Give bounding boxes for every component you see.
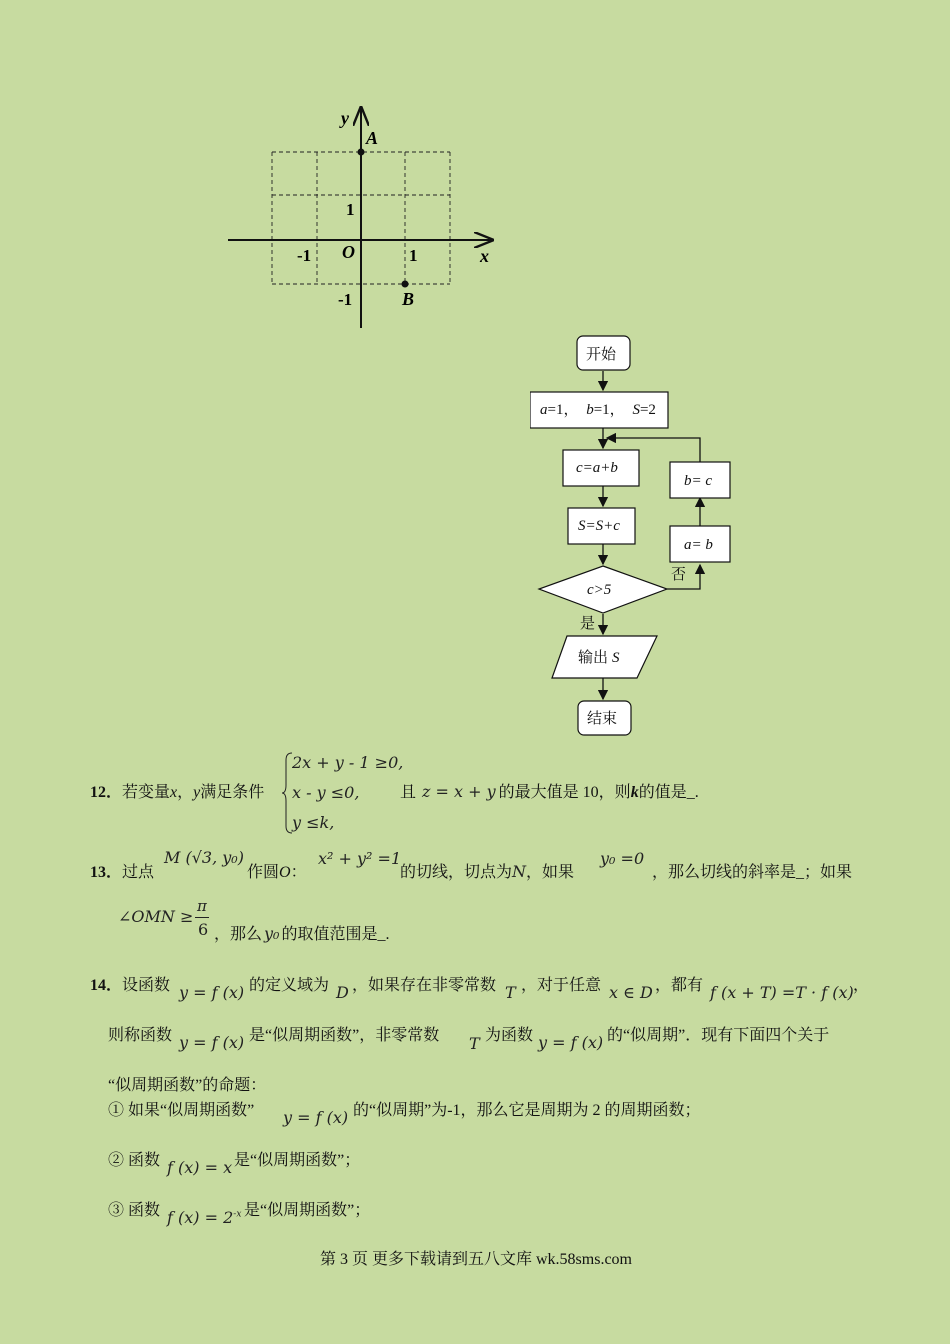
q13-frac-den: 6	[198, 920, 209, 939]
q12-system-line-2: x - y ≤0,	[292, 783, 360, 802]
flowchart	[530, 330, 750, 745]
q13-text-7: 的取值范围是_.	[281, 926, 390, 943]
q13-line-1	[90, 859, 154, 882]
q14-item2-a: ② 函数	[108, 1152, 161, 1169]
q12-text-max: 的最大值是 10，则	[498, 784, 631, 801]
flow-s-label: S=S+c	[578, 518, 620, 534]
q14-fx3: y = f (x)	[538, 1033, 604, 1052]
q14-item3-exponent: -x	[233, 1209, 242, 1220]
flow-assign-b-label: b= c	[684, 473, 713, 489]
q14-const-t2: T	[469, 1034, 480, 1053]
q14-line2-1: 则称函数	[108, 1027, 173, 1044]
origin-label: O	[342, 242, 355, 262]
q14-item2-b: 是“似周期函数”；	[234, 1152, 361, 1169]
q13-circle-o: O	[279, 864, 291, 881]
point-b	[402, 281, 409, 288]
q14-fx2: y = f (x)	[179, 1033, 245, 1052]
q12-line-tail	[400, 779, 699, 802]
flow-c-label: c=a+b	[576, 460, 618, 476]
flow-yes-label: 是	[580, 616, 596, 632]
q14-fx1: y = f (x)	[179, 983, 245, 1002]
q14-item1-fx: y = f (x)	[283, 1108, 349, 1127]
q12-system-line-3: y ≤k,	[292, 813, 335, 832]
q14-item2-fx: f (x) = x	[167, 1158, 233, 1177]
q13-text-1: 过点	[122, 864, 155, 881]
flow-assign-a-label: a= b	[684, 537, 713, 553]
q12-line	[90, 779, 264, 802]
q13-angle-expr: ∠OMN ≥	[118, 907, 194, 926]
q12-text-end: 的值是_.	[638, 784, 699, 801]
q14-item3-fx	[167, 1208, 241, 1227]
q12-text-and: 且	[400, 784, 417, 801]
tick-x-pos: 1	[409, 246, 418, 265]
q14-item3-base: f (x) = 2	[167, 1208, 234, 1227]
q12-text-cond: 满足条件	[200, 784, 265, 801]
q14-item3-b: 是“似周期函数”；	[244, 1202, 371, 1219]
q14-item3-a: ③ 函数	[108, 1202, 161, 1219]
q14-text-5: ，都有	[655, 977, 704, 994]
q13-point-n: N	[512, 862, 527, 881]
q12-text-before: 若变量	[122, 784, 171, 801]
q14-domain: D	[336, 983, 349, 1002]
tick-x-neg: -1	[297, 246, 312, 265]
point-a	[358, 149, 365, 156]
q14-item1-a: ① 如果“似周期函数”	[108, 1102, 255, 1119]
q13-y0: y₀	[264, 924, 280, 943]
q14-number: 14．	[90, 977, 123, 994]
point-a-label: A	[366, 128, 379, 148]
q14-line-3: “似周期函数”的命题：	[108, 1077, 267, 1094]
flow-no-label: 否	[671, 567, 687, 583]
q14-const-t: T	[505, 983, 516, 1002]
q14-line2-2: 是“似周期函数”，非零常数	[249, 1027, 440, 1044]
flow-start-label: 开始	[586, 347, 617, 363]
q12-system-line-1: 2x + y - 1 ≥0,	[292, 753, 404, 772]
q13-cond-y0: y₀ =0	[600, 849, 645, 868]
q14-line2-3: 为函数	[485, 1027, 534, 1044]
q13-colon: ：	[290, 864, 307, 881]
flow-end-label: 结束	[587, 711, 618, 727]
q14-text-3: ，如果存在非零常数	[352, 977, 497, 994]
q12-number: 12．	[90, 784, 123, 801]
q13-number: 13．	[90, 864, 123, 881]
q12-var-y: y	[193, 784, 201, 801]
y-axis-label: y	[341, 108, 349, 128]
q12-var-x: x	[170, 784, 178, 801]
q14-item1-b: 的“似周期”为-1，那么它是周期为 2 的周期函数；	[353, 1102, 701, 1119]
q13-text-3: 的切线，切点为	[400, 864, 513, 881]
flow-cond-label: c>5	[587, 582, 612, 598]
flow-init-line: a=1， b=1， S=2	[540, 402, 656, 418]
q13-circle-eq: x² + y² =1	[318, 849, 402, 868]
x-axis-label: x	[480, 246, 489, 266]
coordinate-graph	[220, 100, 510, 335]
q13-line-2	[214, 921, 389, 944]
q13-line-1b	[247, 859, 307, 882]
q12-var-k: k	[630, 784, 639, 801]
q14-x-in-d: x ∈ D	[609, 983, 653, 1002]
q13-text-6: ，那么	[214, 926, 263, 943]
q13-text-5: ，那么切线的斜率是_；如果	[652, 864, 853, 881]
tick-y-neg: -1	[338, 290, 353, 309]
flow-output-label: 输出 S	[578, 650, 620, 666]
q13-frac-bar	[195, 917, 209, 918]
q12-comma: ，	[177, 784, 194, 801]
point-b-label: B	[402, 289, 415, 309]
q14-line-1a	[90, 972, 170, 995]
q14-text-2: 的定义域为	[249, 977, 330, 994]
page-footer: 第 3 页 更多下载请到五八文库 wk.58sms.com	[320, 1251, 633, 1268]
q13-frac-num: π	[197, 897, 207, 915]
q14-line2-4: 的“似周期”．现有下面四个关于	[607, 1027, 830, 1044]
q13-text-2: 作圆	[247, 864, 280, 881]
tick-y-pos: 1	[346, 200, 355, 219]
q14-text-4: ，对于任意	[521, 977, 602, 994]
q14-identity: f (x + T) =T · f (x)	[710, 983, 854, 1002]
q14-text-1: 设函数	[122, 977, 171, 994]
q13-line-1c	[400, 859, 574, 882]
q14-text-6: ，	[853, 977, 870, 994]
q13-text-4: ，如果	[526, 864, 575, 881]
q12-z-expr: z = x + y	[422, 782, 496, 801]
q13-point-m: M (√3, y₀)	[164, 848, 244, 867]
